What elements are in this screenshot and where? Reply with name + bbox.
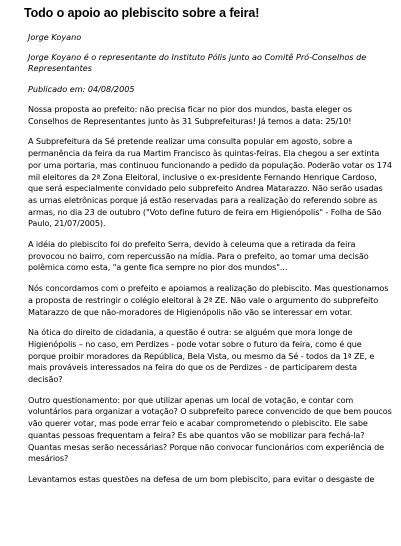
- paragraph-5: Na ótica do direito de cidadania, a questão é outra: se alguém que mora longe de Higienópolis – no caso, em Perdizes - pode votar sobre o futuro da feira, como é que porque proibir moradores da República, Bela Vista, ou mesmo da Sé - todos da 1ª ZE, e mais prováveis interessados na feira do que os de Perdizes - de participarem desta decisão?: [28, 327, 375, 385]
- author-note: Jorge Koyano é o representante do Instituto Pólis junto ao Comitê Pró-Conselhos de Representantes: [28, 52, 367, 73]
- paragraph-2: A Subprefeitura da Sé pretende realizar uma consulta popular em agosto, sobre a permanência da feira da rua Martim Francisco às quintas-feiras. Ela chegou a ser extinta por uma portaria, mas continuou funcionando a pedido da população. Poderão votar os 174 mil eleitores da 2ª Zona Eleitoral, inclusive o ex-presidente Fernando Henrique Cardoso, que será especialmente convidado pelo subprefeito Andrea Matarazzo. Não serão usadas as urnas eletrônicas porque já estão reservadas para a realização do referendo sobre as armas, no dia 23 de outubro ("Voto define futuro de feira em Higienópolis" - Folha de São Paulo, 21/07/2005).: [28, 136, 392, 229]
- article-title: Todo o apoio ao plebiscito sobre a feira!: [24, 6, 260, 20]
- paragraph-1: Nossa proposta ao prefeito: não precisa ficar no pior dos mundos, basta eleger os Conselhos de Representantes junto às 31 Subprefeituras! Já temos a data: 25/10!: [28, 104, 352, 126]
- paragraph-4: Nós concordamos com o prefeito e apoiamos a realização do plebiscito. Mas questionamos a proposta de restringir o colégio eleitoral à 2ª ZE. Não vale o argumento do subprefeito Matarazzo de que não-moradores de Higienópolis não vão se interessar em votar.: [28, 283, 389, 317]
- author-name: Jorge Koyano: [28, 32, 82, 42]
- paragraph-3: A idéia do plebiscito foi do prefeito Serra, devido à celeuma que a retirada da feira provocou no bairro, com repercussão na mídia. Para o prefeito, ao tomar uma decisão polêmica como esta, "a gente fica sempre no pior dos mundos"...: [28, 239, 369, 273]
- publish-date: Publicado em: 04/08/2005: [28, 84, 135, 94]
- paragraph-6: Outro questionamento: por que utilizar apenas um local de votação, e contar com voluntários para organizar a votação? O subprefeito parece convencido de que bem poucos vão querer votar, mas pode errar feio e acabar comprometendo o plebiscito. Ele sabe quantas pessoas frequentam a feira? Es abe quantos vão se mobilizar para fechá-la? Quantas mesas serão necessárias? Porque não convocar funcionários com experiência de mesários?: [28, 394, 392, 464]
- paragraph-7: Levantamos estas questões na defesa de um bom plebiscito, para evitar o desgaste de: [28, 473, 375, 484]
